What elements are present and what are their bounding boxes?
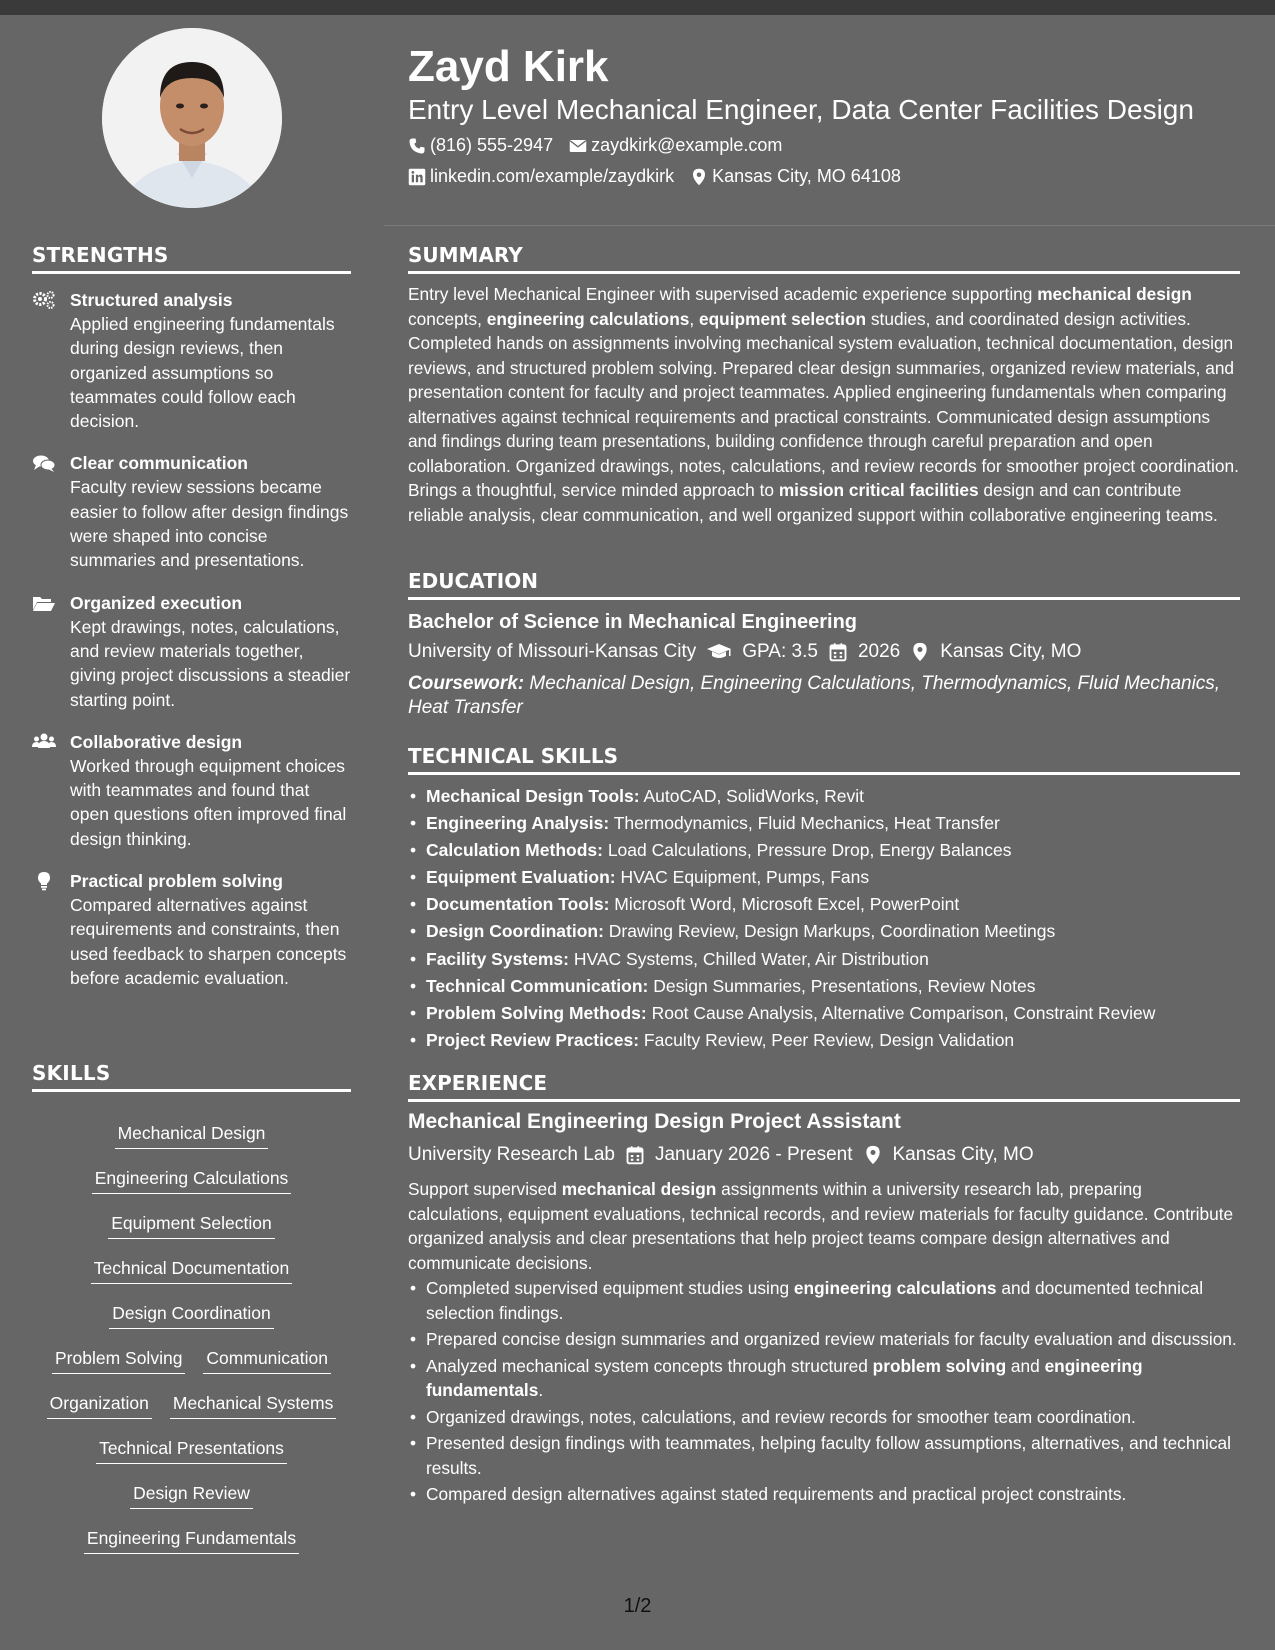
- skill-tag: Communication: [203, 1345, 331, 1374]
- degree-title: Bachelor of Science in Mechanical Engineering: [408, 611, 858, 633]
- strength-title: Clear communication: [70, 453, 248, 474]
- skill-tag: Design Coordination: [109, 1300, 274, 1329]
- skill-tag: Design Review: [130, 1480, 253, 1509]
- list-item: [408, 946, 1240, 973]
- list-item: [408, 837, 1240, 864]
- text-run: assignments within a university research lab, preparing calculations, equipment evaluations, technical records, and review materials for faculty guidance. Contribute organized analysis and clear presentations that help project teams compare design alternatives and communicate decisions.: [408, 1179, 1234, 1273]
- linkedin-link[interactable]: linkedin.com/example/zaydkirk: [430, 166, 675, 186]
- contact-row-1: [408, 135, 782, 156]
- position-title: Mechanical Engineering Design Project Assistant: [408, 1110, 901, 1133]
- skills-heading: SKILLS: [32, 1061, 351, 1092]
- skill-tag: Mechanical Design: [115, 1120, 269, 1149]
- strength-desc: Compared alternatives against requirements and constraints, then used feedback to sharpen concepts before academic evaluation.: [70, 895, 347, 988]
- linkedin-icon: [408, 168, 426, 186]
- text-run: studies, and coordinated design activities. Completed hands on assignments involving mechanical system evaluation, technical documentation, design reviews, and structured problem solving. Prepared clear design summaries, organized review materials, and presentation content for faculty and project teammates. Applied engineering fundamentals when comparing alternatives against technical requirements and practical constraints. Communicated design assumptions and findings during team presentations, building confidence through careful preparation and open collaboration. Organized drawings, notes, calculations, and review records for smoother project coordination. Brings a thoughtful, service minded approach to: [408, 308, 1239, 500]
- calendar-icon: [828, 642, 848, 662]
- list-item: [408, 1327, 1240, 1352]
- skill-values: Load Calculations, Pressure Drop, Energy Balances: [602, 840, 1012, 861]
- summary-heading: SUMMARY: [408, 243, 1240, 274]
- gpa-text: GPA: 3.5: [742, 641, 818, 662]
- skill-category: Calculation Methods:: [426, 840, 603, 861]
- text-run: Support supervised: [408, 1179, 562, 1199]
- text-run: .: [538, 1380, 544, 1400]
- skill-values: HVAC Systems, Chilled Water, Air Distribution: [568, 948, 929, 969]
- skill-tag: Engineering Fundamentals: [84, 1525, 299, 1554]
- skill-category: Facility Systems:: [426, 948, 569, 969]
- text-run: Completed supervised equipment studies using: [426, 1278, 794, 1298]
- list-item: [408, 918, 1240, 945]
- skill-tag: Organization: [47, 1390, 152, 1419]
- bold-text: problem solving: [872, 1355, 1007, 1376]
- skill-values: HVAC Equipment, Pumps, Fans: [615, 867, 870, 888]
- skill-values: Microsoft Word, Microsoft Excel, PowerPoint: [609, 894, 960, 915]
- list-item: [408, 1482, 1240, 1507]
- bold-text: mechanical design: [1037, 284, 1192, 304]
- skill-tag: Engineering Calculations: [92, 1165, 292, 1194]
- technical-skills-list: [408, 783, 1240, 1054]
- strengths-list: [32, 288, 351, 1008]
- list-item: [408, 1276, 1240, 1325]
- text-run: ,: [689, 308, 700, 329]
- skill-tag: Mechanical Systems: [170, 1390, 336, 1419]
- bold-text: mission critical facilities: [778, 480, 979, 500]
- strength-desc: Applied engineering fundamentals during design reviews, then organized assumptions so teammates could follow each decision.: [70, 314, 335, 432]
- skill-category: Problem Solving Methods:: [426, 1002, 647, 1023]
- map-pin-icon: [690, 168, 708, 186]
- school-location: Kansas City, MO: [940, 641, 1082, 662]
- education-meta: [408, 641, 1081, 663]
- map-pin-icon: [863, 1145, 883, 1165]
- date-range: January 2026 - Present: [654, 1144, 853, 1165]
- text-run: Compared design alternatives against stated requirements and practical project constraints.: [426, 1484, 1127, 1504]
- text-run: and documented technical selection findings.: [426, 1278, 1204, 1323]
- text-run: concepts,: [408, 308, 487, 329]
- organization-name: University Research Lab: [408, 1144, 615, 1165]
- skill-category: Project Review Practices:: [426, 1029, 640, 1050]
- bold-text: engineering calculations: [793, 1278, 997, 1298]
- skill-tag: Technical Documentation: [91, 1255, 293, 1284]
- text-run: Prepared concise design summaries and organized review materials for faculty evaluation and discussion.: [426, 1329, 1237, 1349]
- calendar-icon: [625, 1145, 645, 1165]
- list-item: [408, 864, 1240, 891]
- email-link[interactable]: zaydkirk@example.com: [591, 135, 783, 155]
- folder-open-icon: [32, 591, 70, 712]
- text-run: Presented design findings with teammates, helping faculty follow assumptions, alternatives, and technical results.: [426, 1433, 1231, 1478]
- skill-values: Thermodynamics, Fluid Mechanics, Heat Transfer: [609, 813, 1000, 834]
- list-item: [408, 783, 1240, 810]
- bold-text: engineering calculations: [486, 308, 690, 329]
- envelope-icon: [569, 137, 587, 155]
- skill-values: Drawing Review, Design Markups, Coordination Meetings: [603, 921, 1056, 942]
- strengths-heading: STRENGTHS: [32, 243, 351, 274]
- list-item: [408, 1027, 1240, 1054]
- lightbulb-icon: [32, 869, 70, 990]
- contact-row-2: [408, 166, 901, 187]
- text-run: design and can contribute reliable analysis, clear communication, and well organized support within collaborative engineering teams.: [408, 480, 1218, 525]
- summary-text: [408, 282, 1240, 527]
- strength-desc: Worked through equipment choices with teammates and found that open questions often improved final design thinking.: [70, 755, 347, 849]
- chat-bubbles-icon: [32, 451, 70, 572]
- skill-category: Engineering Analysis:: [426, 813, 610, 834]
- list-item: [408, 1431, 1240, 1480]
- skill-values: Root Cause Analysis, Alternative Comparison, Constraint Review: [646, 1002, 1156, 1023]
- skill-category: Equipment Evaluation:: [426, 867, 616, 888]
- list-item: [408, 810, 1240, 837]
- phone-number[interactable]: (816) 555-2947: [430, 135, 554, 155]
- skill-values: Design Summaries, Presentations, Review Notes: [648, 975, 1036, 996]
- list-item: [408, 973, 1240, 1000]
- location-text: Kansas City, MO 64108: [712, 166, 901, 186]
- technical-skills-heading: TECHNICAL SKILLS: [408, 744, 1240, 775]
- skill-tag: Problem Solving: [52, 1345, 185, 1374]
- graduation-cap-icon: [706, 642, 732, 662]
- strength-title: Collaborative design: [70, 731, 243, 752]
- candidate-name: Zayd Kirk: [408, 42, 609, 91]
- users-icon: [32, 730, 70, 851]
- job-location: Kansas City, MO: [892, 1144, 1034, 1165]
- list-item: [408, 1000, 1240, 1027]
- text-run: and: [1006, 1355, 1045, 1376]
- bold-text: engineering fundamentals: [426, 1355, 1143, 1400]
- strength-item: [32, 591, 351, 712]
- header-divider: [384, 225, 1275, 226]
- school-name: University of Missouri-Kansas City: [408, 641, 697, 662]
- experience-bullets: [408, 1276, 1240, 1509]
- experience-heading: EXPERIENCE: [408, 1071, 1240, 1102]
- skill-tag: Technical Presentations: [96, 1435, 287, 1464]
- skill-category: Design Coordination:: [426, 921, 604, 942]
- strength-item: [32, 288, 351, 433]
- skill-category: Documentation Tools:: [426, 894, 610, 915]
- strength-title: Organized execution: [70, 592, 243, 613]
- skill-values: Faculty Review, Peer Review, Design Validation: [639, 1029, 1015, 1050]
- map-pin-icon: [910, 642, 930, 662]
- job-title: Entry Level Mechanical Engineer, Data Center Facilities Design: [408, 94, 1194, 125]
- coursework: [408, 672, 1240, 720]
- skill-category: Mechanical Design Tools:: [426, 786, 640, 806]
- coursework-list: Mechanical Design, Engineering Calculations, Thermodynamics, Fluid Mechanics, Heat Transfer: [408, 673, 1221, 718]
- page-indicator: 1/2: [623, 1595, 652, 1617]
- text-run: Entry level Mechanical Engineer with supervised academic experience supporting: [408, 284, 1038, 304]
- strength-title: Structured analysis: [70, 290, 233, 310]
- list-item: [408, 891, 1240, 918]
- gears-icon: [32, 288, 70, 433]
- coursework-label: Coursework:: [408, 673, 525, 694]
- text-run: Organized drawings, notes, calculations, and review records for smoother team coordination.: [426, 1406, 1136, 1427]
- strength-item: [32, 869, 351, 990]
- skills-tag-list: [32, 1120, 351, 1570]
- skill-values: AutoCAD, SolidWorks, Revit: [639, 786, 864, 806]
- experience-meta: [408, 1144, 1034, 1166]
- strength-desc: Faculty review sessions became easier to follow after design findings were shaped into concise summaries and presentations.: [70, 477, 349, 571]
- list-item: [408, 1405, 1240, 1430]
- strength-title: Practical problem solving: [70, 871, 283, 892]
- skill-category: Technical Communication:: [426, 975, 649, 996]
- strength-item: [32, 451, 351, 572]
- experience-description: [408, 1177, 1240, 1275]
- phone-icon: [408, 137, 426, 155]
- strength-desc: Kept drawings, notes, calculations, and review materials together, giving project discussions a steadier starting point.: [70, 616, 351, 710]
- education-heading: EDUCATION: [408, 569, 1240, 600]
- graduation-year: 2026: [857, 641, 901, 662]
- avatar: [102, 28, 282, 208]
- bold-text: mechanical design: [561, 1179, 717, 1199]
- skill-tag: Equipment Selection: [108, 1210, 275, 1239]
- top-bar: [0, 0, 1275, 15]
- bold-text: equipment selection: [699, 308, 867, 329]
- strength-item: [32, 730, 351, 851]
- list-item: [408, 1354, 1240, 1403]
- text-run: Analyzed mechanical system concepts through structured: [426, 1355, 873, 1376]
